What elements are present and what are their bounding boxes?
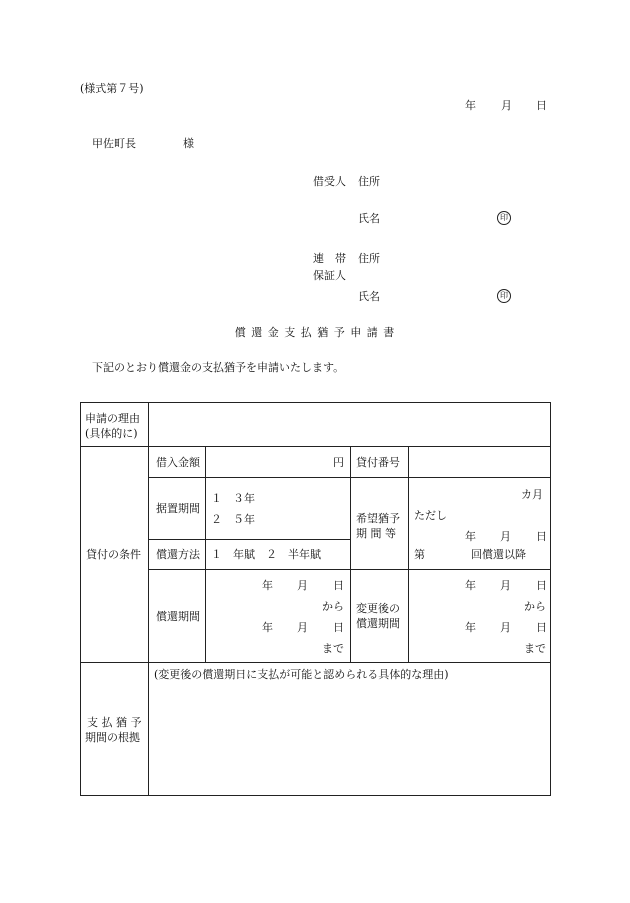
date-month: 月	[501, 99, 512, 112]
changed-from-day: 日	[536, 579, 547, 592]
addressee: 甲佐町長	[92, 137, 136, 150]
desired-year: 年	[465, 530, 476, 543]
date-year: 年	[465, 99, 476, 112]
however-text: ただし	[414, 509, 447, 522]
changed-to-day: 日	[536, 621, 547, 634]
repay-from-month: 月	[297, 579, 308, 592]
changed-label-1: 変更後の	[356, 602, 400, 615]
repay-from-day: 日	[333, 579, 344, 592]
desired-label-2: 期 間 等	[356, 527, 396, 540]
method-options: １ 年賦 ２ 半年賦	[211, 548, 321, 561]
changed-from-month: 月	[500, 579, 511, 592]
changed-to-year: 年	[465, 621, 476, 634]
repay-to-year: 年	[262, 621, 273, 634]
reason-label-1: 申請の理由	[85, 412, 140, 425]
changed-until-text: まで	[524, 642, 546, 655]
guarantor-seal-icon: 印	[497, 289, 511, 303]
repay-from-text: から	[322, 600, 344, 613]
months-unit: カ月	[521, 488, 543, 501]
borrower-address-label: 住所	[358, 175, 380, 188]
method-label: 償還方法	[156, 548, 200, 561]
basis-label-1: 支 払 猶 予	[87, 716, 142, 729]
honorific: 様	[183, 137, 194, 150]
intro-text: 下記のとおり償還金の支払猶予を申請いたします。	[92, 361, 345, 374]
changed-from-year: 年	[465, 579, 476, 592]
guarantor-label-2: 保証人	[313, 269, 346, 282]
grace-option-2: ２ ５年	[211, 513, 255, 526]
basis-note: (変更後の償還期日に支払が可能と認められる具体的な理由)	[154, 668, 449, 681]
yen-unit: 円	[333, 456, 344, 469]
changed-label-2: 償還期間	[356, 617, 400, 630]
grace-option-1: １ ３年	[211, 492, 255, 505]
guarantor-label-1: 連 帯	[313, 252, 346, 265]
borrower-label: 借受人	[313, 175, 346, 188]
repay-period-label: 償還期間	[156, 610, 200, 623]
borrower-seal-icon: 印	[497, 211, 511, 225]
grace-period-label: 据置期間	[156, 502, 200, 515]
repay-until-text: まで	[322, 642, 344, 655]
changed-to-month: 月	[500, 621, 511, 634]
desired-label-1: 希望猶予	[356, 512, 400, 525]
desired-month: 月	[500, 530, 511, 543]
guarantor-address-label: 住所	[358, 252, 380, 265]
repay-from-year: 年	[262, 579, 273, 592]
loan-amount-label: 借入金額	[156, 456, 200, 469]
borrower-name-label: 氏名	[358, 212, 380, 225]
desired-day: 日	[536, 530, 547, 543]
after-payment-text: 回償還以降	[471, 548, 526, 561]
repay-to-day: 日	[333, 621, 344, 634]
document-title: 償 還 金 支 払 猶 予 申 請 書	[234, 326, 396, 339]
basis-label-2: 期間の根拠	[85, 731, 140, 744]
loan-number-label: 貸付番号	[356, 456, 400, 469]
date-day: 日	[536, 99, 547, 112]
conditions-label: 貸付の条件	[86, 548, 141, 561]
changed-from-text: から	[524, 600, 546, 613]
guarantor-name-label: 氏名	[358, 290, 380, 303]
dai-text: 第	[414, 548, 425, 561]
form-number: (様式第７号)	[80, 82, 144, 95]
repay-to-month: 月	[297, 621, 308, 634]
reason-label-2: (具体的に)	[85, 427, 138, 440]
